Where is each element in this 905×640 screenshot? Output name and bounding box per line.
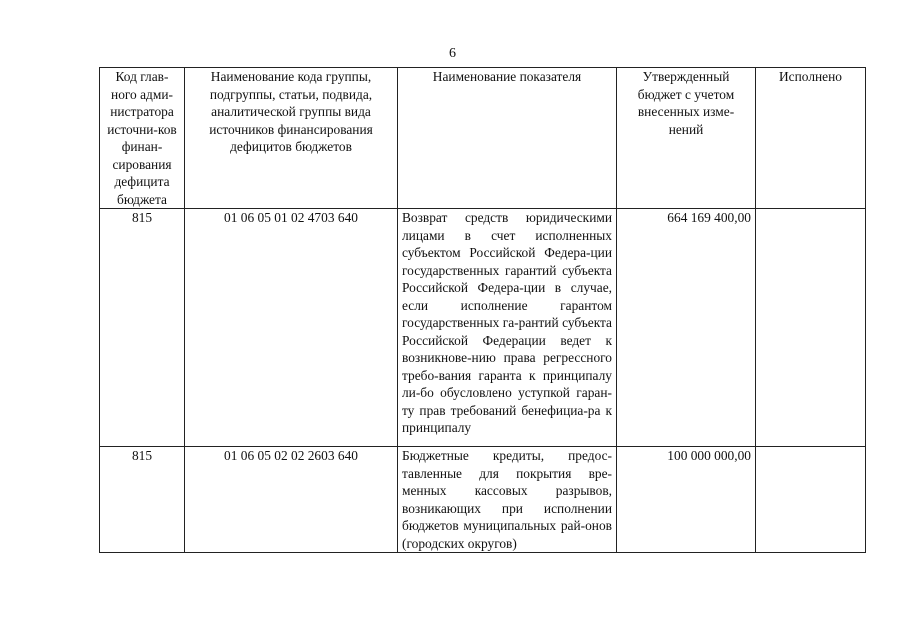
cell-approved-amount: 100 000 000,00 (617, 447, 756, 553)
cell-admin-code: 815 (100, 447, 185, 553)
cell-kbk-code: 01 06 05 02 02 2603 640 (185, 447, 398, 553)
budget-sources-table (99, 67, 866, 553)
table-row (100, 209, 866, 447)
cell-indicator-name: Бюджетные кредиты, предос-тавленные для покрытия вре-менных кассовых разрывов, возникающих при исполнении бюджетов муниципальных рай-онов (городских округов) (398, 447, 617, 553)
header-group-code-name: Наименование кода группы, подгруппы, статьи, подвида, аналитической группы вида источников финансирования дефицитов бюджетов (185, 68, 398, 209)
cell-kbk-code: 01 06 05 01 02 4703 640 (185, 209, 398, 447)
cell-approved-amount: 664 169 400,00 (617, 209, 756, 447)
header-executed: Исполнено (756, 68, 866, 209)
cell-executed-amount (756, 447, 866, 553)
cell-admin-code: 815 (100, 209, 185, 447)
table-row (100, 447, 866, 553)
header-admin-code: Код глав-ного адми-нистратора источни-ков финан-сирования дефицита бюджета (100, 68, 185, 209)
cell-executed-amount (756, 209, 866, 447)
page-number: 6 (449, 46, 456, 61)
cell-indicator-name: Возврат средств юридическими лицами в счет исполненных субъектом Российской Федера-ции государственных гарантий субъекта Российской Федера-ции в случае, если исполнение гарантом государственных га-рантий субъекта Российской Федерации ведет к возникнове-нию права регрессного требо-вания гаранта к принципалу ли-бо обусловлено уступкой гаран-ту прав требований бенефициа-ра к принципалу (398, 209, 617, 447)
table-header-row (100, 68, 866, 209)
header-indicator-name: Наименование показателя (398, 68, 617, 209)
header-approved-budget: Утвержденный бюджет с учетом внесенных изме-нений (617, 68, 756, 209)
